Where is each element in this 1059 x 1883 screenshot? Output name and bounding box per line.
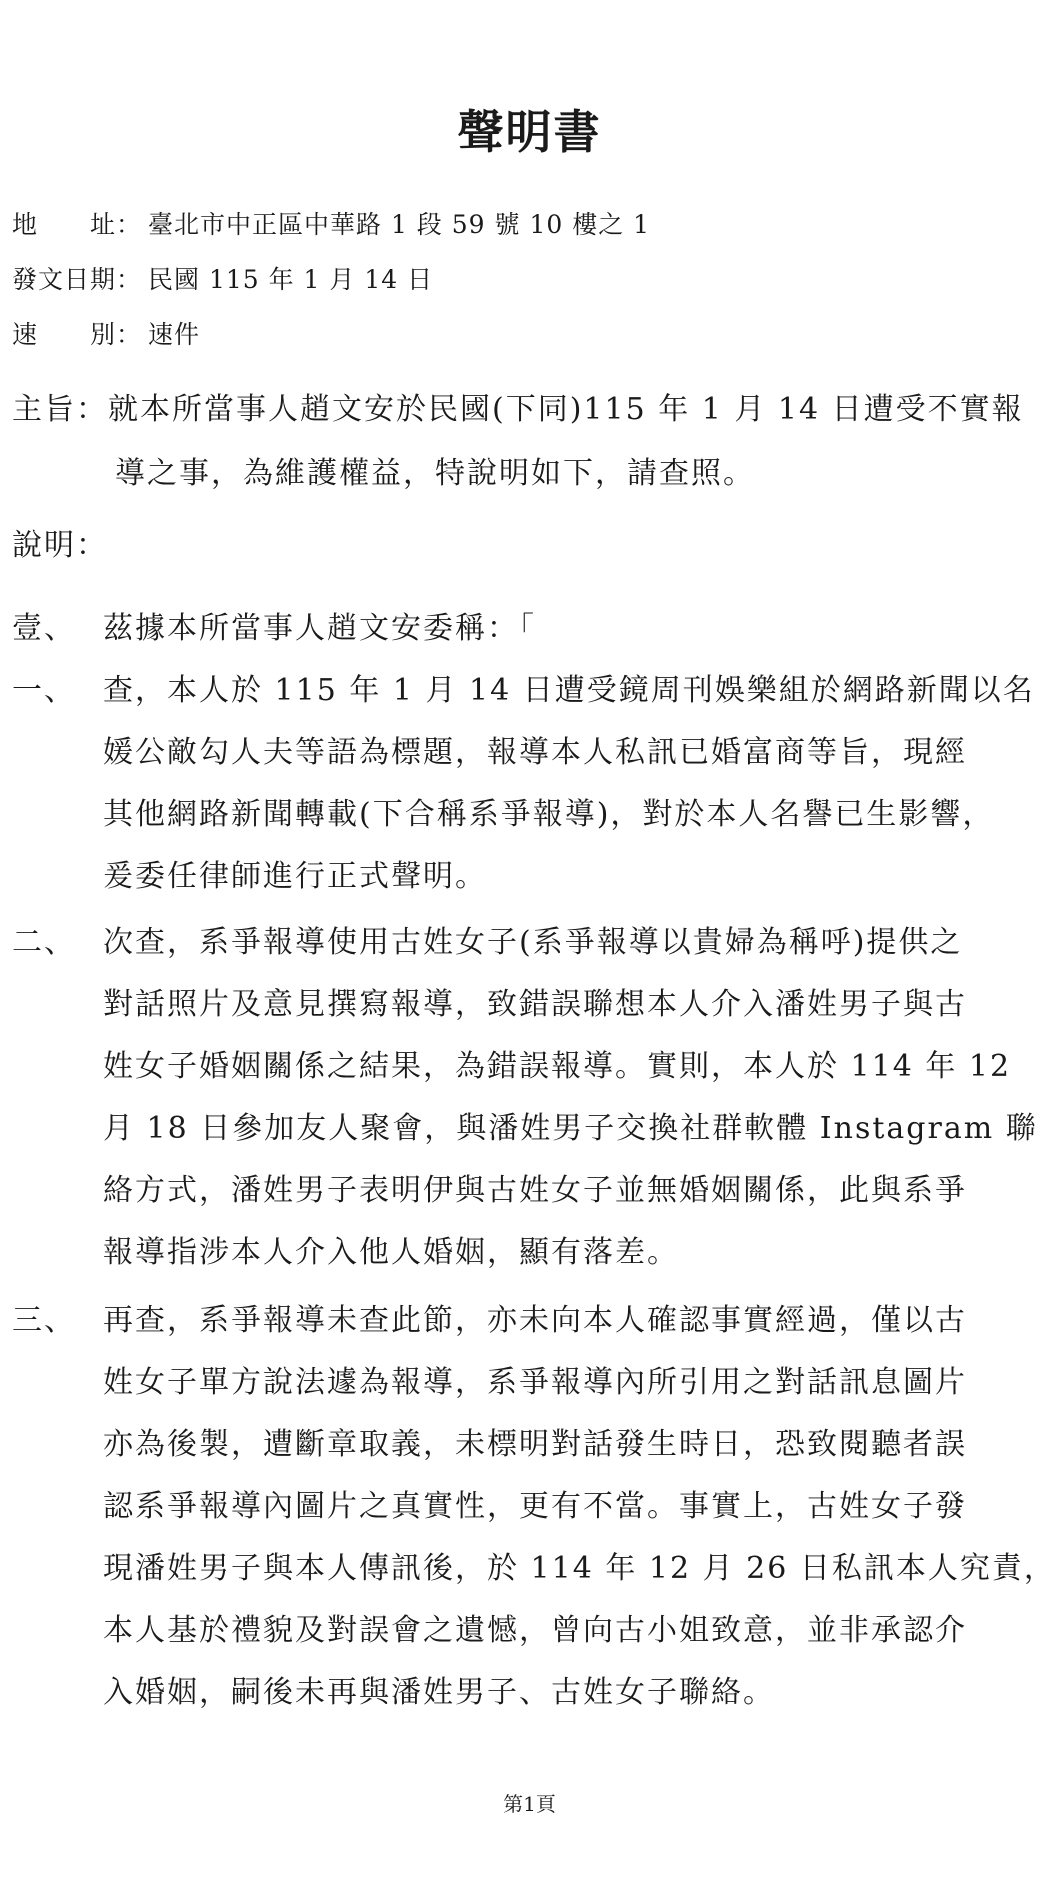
section-body — [103, 660, 1052, 908]
paragraph-line: 本人基於禮貌及對誤會之遺憾，曾向古小姐致意，並非承認介 — [103, 1613, 967, 1648]
section-body — [103, 912, 1052, 1284]
paragraph-line: 亦為後製，遭斷章取義，未標明對話發生時日，恐致閱聽者誤 — [103, 1427, 967, 1462]
paragraph-line: 入婚姻，嗣後未再與潘姓男子、古姓女子聯絡。 — [103, 1675, 775, 1710]
explanation-heading: 說明： — [12, 528, 108, 563]
paragraph-line: 認系爭報導內圖片之真實性，更有不當。事實上，古姓女子發 — [103, 1489, 967, 1524]
paragraph-line: 報導指涉本人介入他人婚姻，顯有落差。 — [103, 1235, 679, 1270]
section-marker: 一、 — [12, 673, 76, 708]
section-marker: 壹、 — [12, 611, 76, 646]
paragraph-line: 對話照片及意見撰寫報導，致錯誤聯想本人介入潘姓男子與古 — [103, 987, 967, 1022]
issue-date-label: 發文日期： — [12, 265, 143, 294]
paragraph-line: 姓女子單方說法遽為報導，系爭報導內所引用之對話訊息圖片 — [103, 1365, 967, 1400]
urgency-value: 速件 — [148, 320, 201, 349]
section-marker: 二、 — [12, 925, 76, 960]
paragraph-line: 爰委任律師進行正式聲明。 — [103, 859, 487, 894]
section-body — [103, 1290, 1056, 1724]
address-value: 臺北市中正區中華路 1 段 59 號 10 樓之 1 — [148, 210, 651, 239]
subject-line: 導之事，為維護權益，特說明如下，請查照。 — [115, 456, 755, 491]
paragraph-line: 其他網路新聞轉載(下合稱系爭報導)，對於本人名譽已生影響， — [103, 797, 995, 832]
paragraph-line: 姓女子婚姻關係之結果，為錯誤報導。實則，本人於 114 年 12 — [103, 1049, 1012, 1084]
paragraph-line: 月 18 日參加友人聚會，與潘姓男子交換社群軟體 Instagram 聯 — [103, 1111, 1038, 1146]
paragraph-line: 絡方式，潘姓男子表明伊與古姓女子並無婚姻關係，此與系爭 — [103, 1173, 967, 1208]
subject-block — [12, 378, 1024, 506]
issue-date-value: 民國 115 年 1 月 14 日 — [148, 265, 434, 294]
section-marker: 三、 — [12, 1303, 76, 1338]
urgency-row — [12, 315, 200, 351]
paragraph-line: 茲據本所當事人趙文安委稱：「 — [103, 611, 536, 646]
issue-date-row — [12, 260, 433, 296]
subject-line: 主旨：就本所當事人趙文安於民國(下同)115 年 1 月 14 日遭受不實報 — [12, 392, 1024, 427]
paragraph-line: 次查，系爭報導使用古姓女子(系爭報導以貴婦為稱呼)提供之 — [103, 925, 963, 960]
address-row — [12, 205, 650, 241]
paragraph-line: 現潘姓男子與本人傳訊後，於 114 年 12 月 26 日私訊本人究責， — [103, 1551, 1056, 1586]
paragraph-line: 再查，系爭報導未查此節，亦未向本人確認事實經過，僅以古 — [103, 1303, 967, 1338]
urgency-label: 速 別： — [12, 320, 143, 349]
paragraph-line: 媛公敵勾人夫等語為標題，報導本人私訊已婚富商等旨，現經 — [103, 735, 967, 770]
paragraph-line: 查，本人於 115 年 1 月 14 日遭受鏡周刊娛樂組於網路新聞以名 — [103, 673, 1035, 708]
document-title: 聲明書 — [457, 105, 602, 159]
address-label: 地 址： — [12, 210, 143, 239]
page-number: 第1頁 — [503, 1792, 556, 1816]
section-body — [103, 598, 1052, 660]
